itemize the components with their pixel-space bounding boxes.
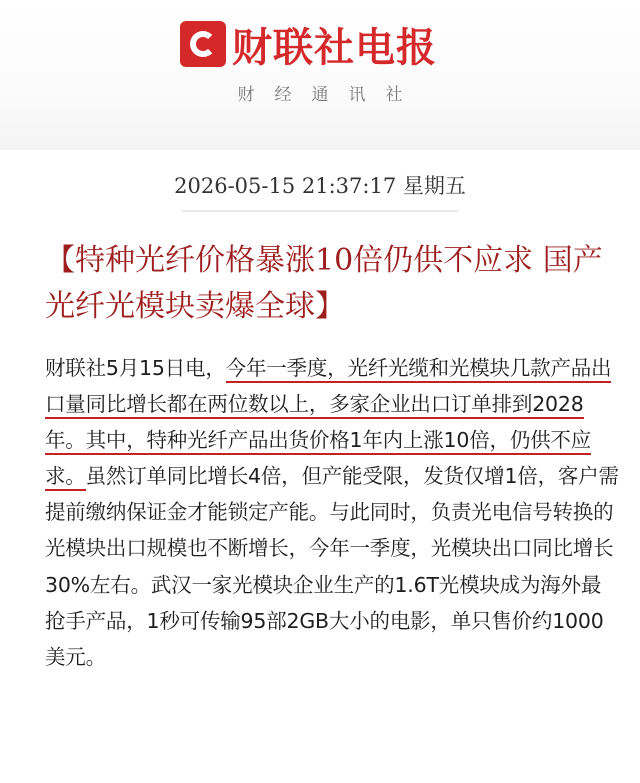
article-headline: 【特种光纤价格暴涨10倍仍供不应求 国产光纤光模块卖爆全球】	[45, 243, 603, 324]
brand-logo	[180, 18, 437, 70]
cls-logo-icon	[180, 21, 226, 67]
body-segment-intro: 财联社5月15日电，	[45, 356, 226, 380]
brand-name-part1: 财联社	[232, 24, 355, 71]
brand-tagline: 财经通讯社	[237, 85, 423, 105]
body-segment-highlighted: 今年一季度，光纤光缆和光模块几款产品出口量同比增长都在两位数以上，多家企业出口订单排到2028年。其中，特种光纤产品出货价格1年内上涨10倍，仍供不应求。	[45, 356, 611, 491]
article-body	[45, 350, 620, 675]
article-datetime: 2026-05-15 21:37:17 星期五	[174, 174, 466, 198]
body-segment-rest: 虽然订单同比增长4倍，但产能受限，发货仅增1倍，客户需提前缴纳保证金才能锁定产能。与此同时，负责光电信号转换的光模块出口规模也不断增长，今年一季度，光模块出口同比增长30%左右。武汉一家光模块企业生产的1.6T光模块成为海外最抢手产品，1秒可传输95部2GB大小的电影，单只售价约1000美元。	[45, 464, 619, 669]
divider	[182, 210, 458, 212]
brand-name-part2: 电报	[355, 24, 437, 71]
